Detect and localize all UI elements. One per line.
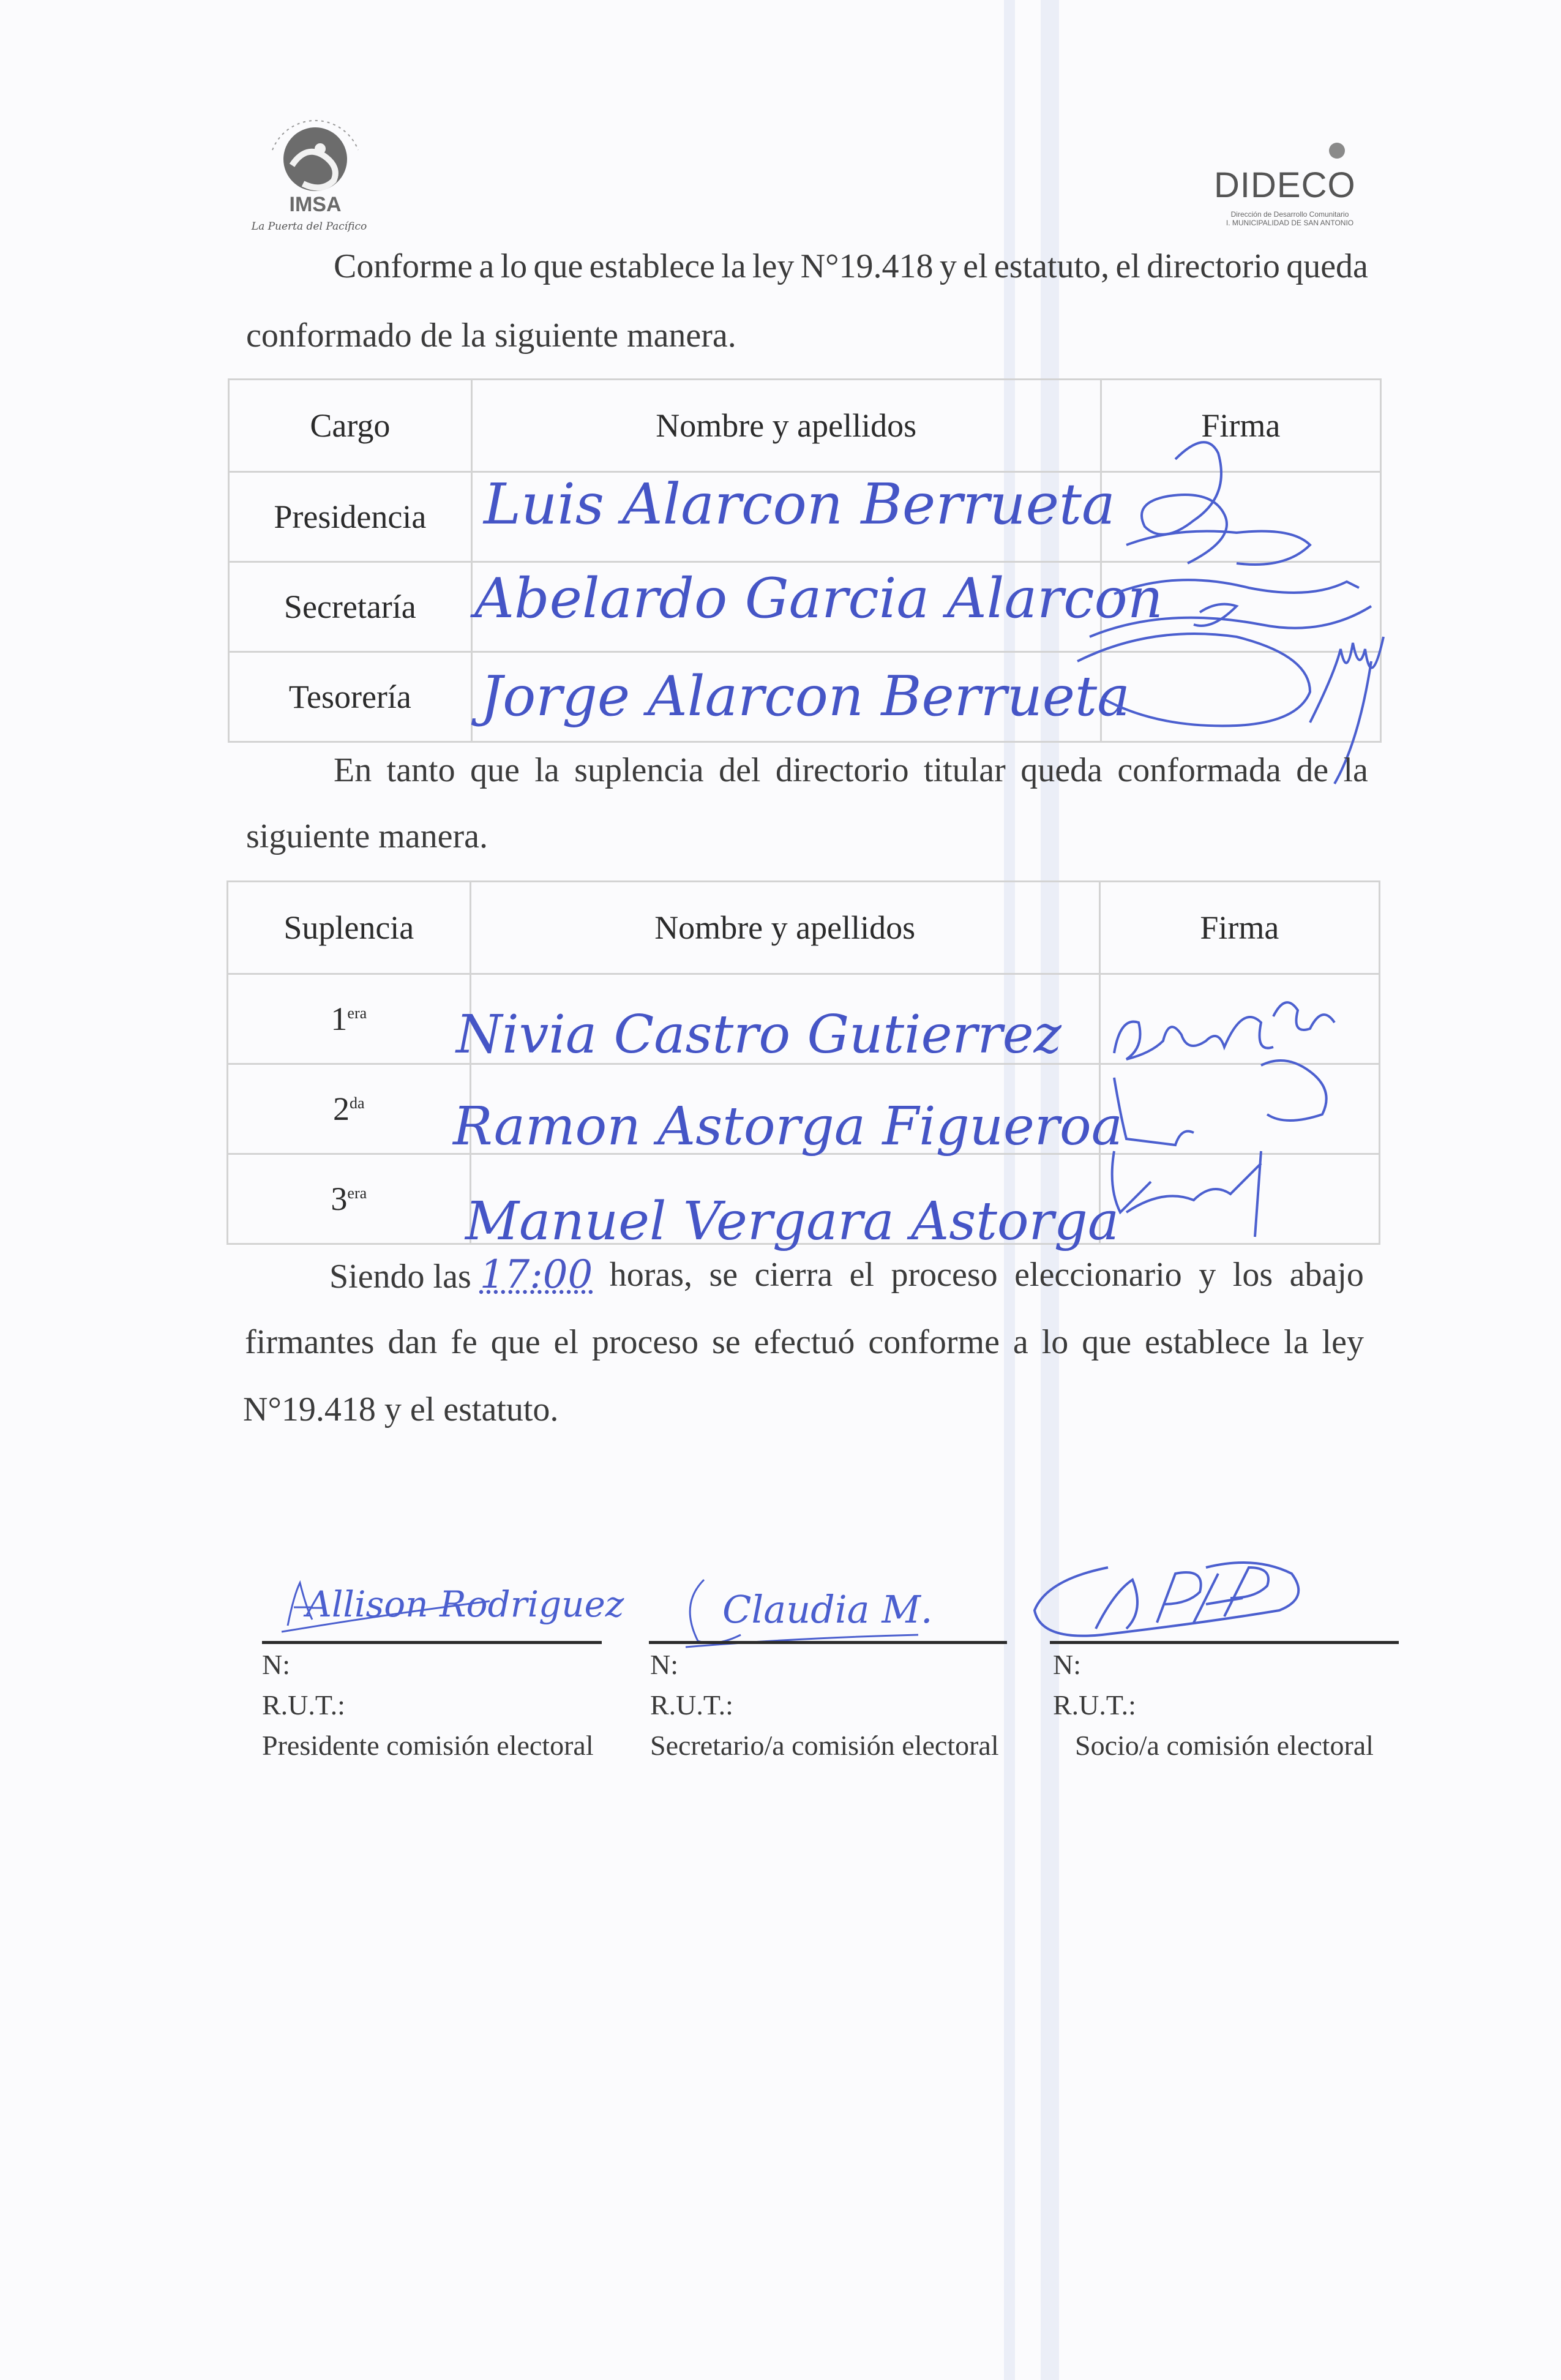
- word: lo: [1041, 1323, 1069, 1361]
- signature-block: N: R.U.T.: Presidente comisión electoral: [262, 1649, 594, 1761]
- word: estatuto,: [994, 247, 1110, 285]
- handwritten-name: Jorge Alarcon Berrueta: [481, 664, 1130, 729]
- word: que: [533, 247, 583, 285]
- svg-text:Allison Rodriguez: Allison Rodriguez: [306, 1583, 624, 1625]
- word: proceso: [891, 1256, 998, 1294]
- word: de: [1296, 751, 1329, 789]
- signature-line: [262, 1641, 602, 1644]
- table-header: Nombre y apellidos: [471, 380, 1101, 472]
- word: directorio: [1147, 247, 1280, 285]
- svg-text:La Puerta del Pacífico: La Puerta del Pacífico: [251, 220, 367, 233]
- table-header: Firma: [1099, 882, 1379, 974]
- handwritten-hour: 17:00: [479, 1252, 593, 1297]
- imsa-logo: [248, 107, 383, 239]
- word: del: [719, 751, 761, 789]
- dideco-logo: [1209, 138, 1368, 230]
- dideco-dot-icon: [1329, 143, 1345, 159]
- signature-line: [649, 1641, 1007, 1644]
- word: la: [721, 247, 746, 285]
- word: efectuó: [754, 1323, 855, 1361]
- dideco-subtitle: Dirección de Desarrollo Comunitario I. MUNICIPALIDAD DE SAN ANTONIO: [1226, 210, 1354, 227]
- word: titular: [924, 751, 1006, 789]
- word: proceso: [591, 1323, 699, 1361]
- word: la: [534, 751, 560, 789]
- signature-drawing: [269, 1558, 624, 1650]
- handwritten-name: Manuel Vergara Astorga: [465, 1191, 1120, 1252]
- word: la: [1284, 1323, 1309, 1361]
- word: En: [334, 751, 372, 789]
- word: horas,: [609, 1256, 692, 1294]
- word: ley: [752, 247, 795, 285]
- closing-prefix: Siendo las 17:00: [329, 1252, 593, 1297]
- word: directorio: [775, 751, 909, 789]
- word: que: [470, 751, 520, 789]
- word: que: [490, 1323, 541, 1361]
- word: ley: [1322, 1323, 1364, 1361]
- word: y: [939, 247, 957, 285]
- handwritten-name: Abelardo Garcia Alarcon: [474, 566, 1163, 631]
- handwritten-name: Ramon Astorga Figueroa: [453, 1096, 1123, 1157]
- cargo-cell: Presidencia: [229, 472, 472, 562]
- word: cierra: [754, 1256, 833, 1294]
- word: suplencia: [574, 751, 704, 789]
- word: queda: [1286, 247, 1368, 285]
- signature-line: [1050, 1641, 1399, 1644]
- word: lo: [500, 247, 528, 285]
- dideco-wordmark: DIDECO: [1214, 165, 1356, 205]
- svg-text:Claudia M.: Claudia M.: [722, 1587, 933, 1632]
- word: el: [1115, 247, 1140, 285]
- order-cell: $1^{era}$: [228, 974, 471, 1064]
- table-header: Nombre y apellidos: [470, 882, 1099, 974]
- word: se: [712, 1323, 741, 1361]
- word: la: [1343, 751, 1368, 789]
- signature-block: N: R.U.T.: Secretario/a comisión electoral: [650, 1649, 999, 1761]
- word: el: [963, 247, 988, 285]
- table-header: Firma: [1101, 380, 1380, 472]
- word: conformada: [1117, 751, 1281, 789]
- svg-text:IMSA: IMSA: [289, 193, 342, 216]
- word: conforme: [868, 1323, 1000, 1361]
- word: establece: [589, 247, 715, 285]
- table-header: Suplencia: [228, 882, 471, 974]
- word: firmantes: [245, 1323, 375, 1361]
- word: a: [1013, 1323, 1028, 1361]
- closing-line-3: N°19.418 y el estatuto.: [243, 1391, 559, 1428]
- cargo-cell: Secretaría: [229, 562, 472, 652]
- substitutes-intro-line-2: siguiente manera.: [246, 817, 488, 855]
- closing-line-2: [245, 1324, 1364, 1361]
- word: fe: [451, 1323, 477, 1361]
- word: el: [553, 1323, 578, 1361]
- handwritten-name: Nivia Castro Gutierrez: [456, 1004, 1061, 1065]
- substitutes-intro-line-1: [334, 752, 1368, 789]
- word: que: [1082, 1323, 1132, 1361]
- word: eleccionario: [1014, 1256, 1182, 1294]
- order-cell: $2^{da}$: [228, 1064, 471, 1154]
- word: queda: [1020, 751, 1102, 789]
- word: tanto: [386, 751, 455, 789]
- order-cell: $3^{era}$: [228, 1154, 471, 1244]
- word: abajo: [1289, 1256, 1364, 1294]
- cargo-cell: Tesorería: [229, 652, 472, 742]
- word: a: [479, 247, 495, 285]
- substitutes-signatures-scribble: [1102, 980, 1383, 1261]
- word: N°19.418: [800, 247, 934, 285]
- word: dan: [387, 1323, 438, 1361]
- table-header: Cargo: [229, 380, 472, 472]
- word: el: [849, 1256, 874, 1294]
- word: Conforme: [334, 247, 473, 285]
- intro-line-2: conformado de la siguiente manera.: [246, 317, 736, 355]
- word: los: [1232, 1256, 1273, 1294]
- intro-line-1: [334, 248, 1368, 285]
- closing-line-1: [329, 1252, 1364, 1297]
- word: y: [1199, 1256, 1216, 1294]
- handwritten-name: Luis Alarcon Berrueta: [484, 471, 1115, 537]
- word: se: [709, 1256, 738, 1294]
- word: establece: [1145, 1323, 1271, 1361]
- signature-block: N: R.U.T.: Socio/a comisión electoral: [1053, 1649, 1374, 1761]
